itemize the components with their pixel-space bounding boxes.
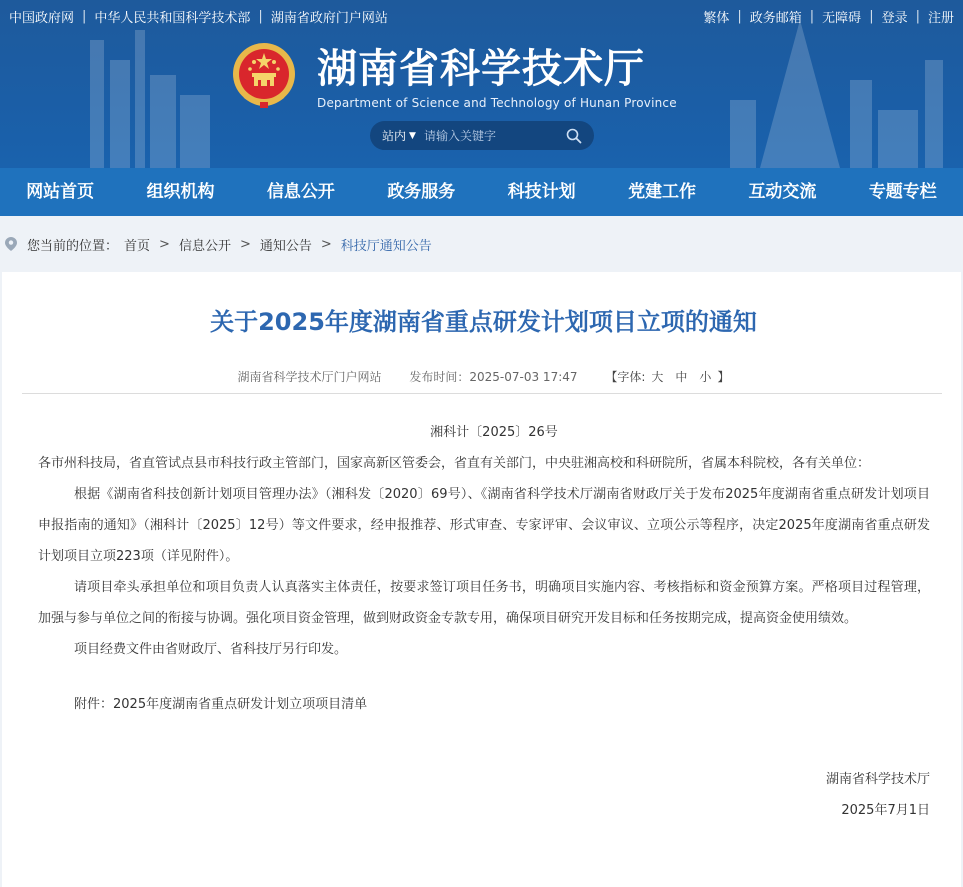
site-subtitle: Department of Science and Technology of Hunan Province — [317, 96, 677, 110]
breadcrumb-current[interactable]: 科技厅通知公告 — [340, 238, 432, 254]
separator: | — [809, 8, 815, 24]
breadcrumb-home[interactable]: 首页 — [124, 238, 151, 254]
spacer — [38, 665, 930, 689]
breadcrumb-separator: > — [320, 236, 332, 252]
font-size-prefix: 【字体: — [605, 370, 646, 384]
link-hunan-gov[interactable]: 湖南省政府门户网站 — [270, 10, 388, 26]
nav-gov-services[interactable]: 政务服务 — [387, 182, 456, 202]
nav-interaction[interactable]: 互动交流 — [748, 182, 817, 202]
addressee: 各市州科技局，省直管试点县市科技行政主管部门，国家高新区管委会，省直有关部门，中央驻湘高校和科研院所，省属本科院校，各有关单位： — [38, 456, 871, 471]
nav-info-disclosure[interactable]: 信息公开 — [266, 182, 335, 202]
attachment-link[interactable]: 附件：2025年度湖南省重点研发计划立项项目清单 — [74, 697, 368, 712]
location-pin-icon — [5, 237, 17, 251]
font-size-small[interactable]: 小 — [699, 370, 712, 384]
nav-sci-plans[interactable]: 科技计划 — [507, 182, 576, 202]
gov-mail-link[interactable]: 政务邮箱 — [749, 10, 802, 26]
breadcrumb-info-disclosure[interactable]: 信息公开 — [178, 238, 231, 254]
search-box — [370, 121, 594, 150]
search-scope-dropdown[interactable] — [382, 127, 416, 144]
site-title: 湖南省科学技术厅 — [317, 46, 645, 92]
document-number: 湘科计〔2025〕26号 — [430, 425, 558, 440]
paragraph-2: 请项目牵头承担单位和项目负责人认真落实主体责任，按要求签订项目任务书，明确项目实施内容、考核指标和资金预算方案。严格项目过程管理，加强与参与单位之间的衔接与协调。强化项目资金管理，做到财政资金专款专用，确保项目研究开发目标和任务按期完成，提高资金使用绩效。 — [38, 580, 930, 626]
top-bar — [0, 0, 963, 32]
search-scope-label: 站内 — [382, 129, 407, 143]
national-emblem-icon — [230, 40, 298, 112]
article-meta — [2, 368, 963, 385]
link-most[interactable]: 中华人民共和国科学技术部 — [94, 10, 251, 26]
nav-special-topics[interactable]: 专题专栏 — [868, 182, 937, 202]
issue-date: 2025年7月1日 — [841, 803, 930, 818]
site-brand[interactable] — [230, 40, 677, 112]
nav-party-building[interactable]: 党建工作 — [628, 182, 697, 202]
article-panel — [2, 272, 961, 887]
site-header — [0, 0, 963, 168]
separator: | — [82, 8, 87, 24]
spacer — [38, 720, 930, 764]
paragraph-3: 项目经费文件由省财政厅、省科技厅另行印发。 — [74, 642, 348, 657]
brand-text — [317, 44, 677, 110]
article-title: 关于2025年度湖南省重点研发计划项目立项的通知 — [210, 308, 757, 336]
main-nav — [0, 168, 963, 216]
search-icon[interactable] — [566, 128, 582, 144]
register-link[interactable]: 注册 — [927, 10, 954, 26]
separator: | — [737, 8, 742, 24]
separator: | — [258, 8, 263, 24]
breadcrumb-separator: > — [239, 236, 251, 252]
separator: | — [869, 8, 874, 24]
breadcrumb-notices[interactable]: 通知公告 — [259, 238, 312, 254]
font-size-switcher — [605, 370, 729, 384]
accessibility-link[interactable]: 无障碍 — [822, 10, 862, 26]
nav-home[interactable]: 网站首页 — [26, 182, 95, 202]
breadcrumb-label: 您当前的位置： — [27, 238, 119, 254]
font-size-medium[interactable]: 中 — [675, 370, 688, 384]
font-size-large[interactable]: 大 — [651, 370, 664, 384]
paragraph-1: 根据《湖南省科技创新计划项目管理办法》（湘科发〔2020〕69号）、《湖南省科学技术厅湖南省财政厅关于发布2025年度湖南省重点研发计划项目申报指南的通知》（湘科计〔2025〕12号）等文件要求，经申报推荐、形式审查、专家评审、会议审议、立项公示等程序，决定2025年度湖南省重点研发计划项目立项223项（详见附件）。 — [38, 487, 930, 564]
caret-down-icon: ▼ — [409, 130, 416, 141]
breadcrumb — [0, 216, 963, 272]
external-links — [9, 7, 388, 26]
signature: 湖南省科学技术厅 — [825, 772, 930, 787]
article-publish-time: 发布时间：2025-07-03 17:47 — [409, 370, 578, 384]
separator: | — [915, 8, 920, 24]
login-link[interactable]: 登录 — [881, 10, 908, 26]
top-tools — [703, 7, 954, 26]
link-gov-cn[interactable]: 中国政府网 — [9, 10, 75, 26]
nav-organization[interactable]: 组织机构 — [146, 182, 215, 202]
breadcrumb-separator: > — [159, 236, 170, 252]
article-body — [38, 417, 930, 826]
traditional-chinese-link[interactable]: 繁体 — [703, 10, 730, 26]
article-source: 湖南省科学技术厅门户网站 — [237, 370, 382, 384]
search-input[interactable] — [424, 129, 564, 143]
font-size-suffix: 】 — [717, 370, 730, 384]
divider — [22, 393, 942, 394]
